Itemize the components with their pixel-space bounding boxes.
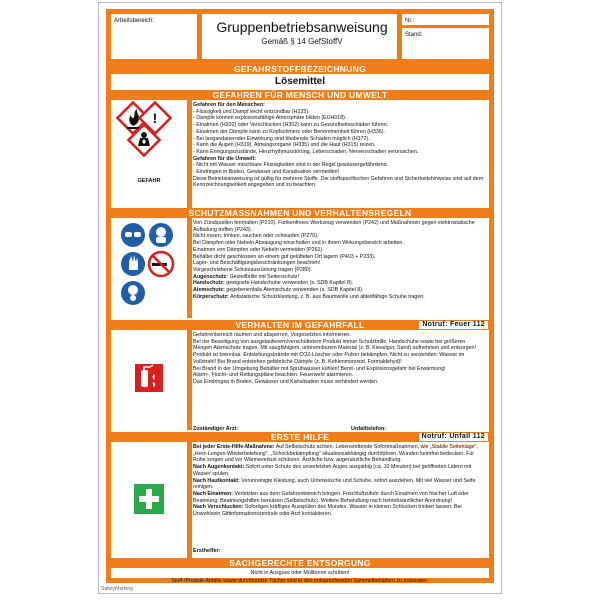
text-line-body: Bei Dämpfen oder Nebeln Absaugung einschalten und in ihrem Wirkungsbereich arbeiten. bbox=[193, 240, 404, 247]
text-line-body: Gefahrenbereich räumen und absperren, Vorgesetzten informieren. bbox=[193, 332, 351, 338]
text-line-bold: Nach Augenkontakt: bbox=[193, 464, 245, 471]
text-line-body: - Kann die Augen (H319), Atmungsorgane (H335) und die Haut (H315) reizen. bbox=[193, 142, 376, 149]
notruf-number: Unfall 112 bbox=[449, 433, 485, 440]
text-line-body: Gestellbrille mit Seitenschutz! bbox=[228, 273, 299, 280]
text-line-body: Das Eindringen in Boden, Gewässer und Kanalisation muss verhindert werden. bbox=[193, 378, 379, 385]
gefahrfall-title: VERHALTEN IM GEFAHRFALL bbox=[235, 320, 365, 330]
text-line bbox=[193, 142, 485, 149]
section-bar-gefahrstoff: GEFAHRSTOFFBEZEICHNUNG bbox=[111, 64, 489, 74]
gefahren-section bbox=[111, 100, 489, 208]
text-line-body: Einatmen von Dämpfen oder Nebeln vermeiden (P261). bbox=[193, 246, 324, 253]
text-line bbox=[193, 240, 485, 247]
notruf-number: Feuer 112 bbox=[450, 321, 485, 328]
text-line bbox=[193, 478, 485, 491]
text-line bbox=[193, 332, 485, 339]
text-line-body: gegebenenfalls Atemschutz verwenden (s. SDB Kapitel 8). bbox=[224, 287, 364, 294]
text-line bbox=[193, 254, 485, 261]
notruf-feuer bbox=[418, 320, 489, 330]
text-line-body: - Flüssigkeit und Dampf leicht entzündbar (H225). bbox=[193, 108, 310, 115]
text-line-bold: Atemschutz: bbox=[193, 287, 225, 294]
text-line-bold: Gefahren für die Umwelt: bbox=[193, 155, 256, 162]
text-line-bold: Handschutz: bbox=[193, 280, 225, 287]
orange-frame bbox=[106, 9, 494, 583]
respirator-icon bbox=[149, 223, 173, 247]
section-bar-schutz: SCHUTZMASSNAHMEN UND VERHALTENSREGELN bbox=[111, 208, 489, 218]
erstehilfe-title: ERSTE HILFE bbox=[270, 432, 330, 442]
text-line bbox=[193, 444, 485, 464]
schutz-text bbox=[193, 220, 485, 300]
gefahr-signal-word: GEFAHR bbox=[137, 178, 161, 184]
text-line-body: Vorgeschriebene Schutzausrüstung tragen (P280). bbox=[193, 266, 312, 273]
text-line-body: Sofortiges kräftiges Ausspülen des Mundes. Wasser in kleinen Schlucken trinken lassen. Bei Unwohlsein Giftinformationszentrale oder Arzt kontaktieren. bbox=[193, 504, 462, 518]
document-page bbox=[98, 2, 502, 594]
text-line-bold: Augenschutz: bbox=[193, 273, 229, 280]
arbeitsbereich-label: Arbeitsbereich: bbox=[114, 18, 155, 24]
gas-mask-icon bbox=[121, 281, 145, 305]
text-line-body: Bei der Beseitigung von ausgelaufenem/verschüttetem Produkt immer Schutzbrille, Handschuhe sowie bei größeren Mengen Atemschutz tragen. Mit saugfähigem, unbrennbarem Material (z. B. Kieselgur, Sand) aufnehmen und entsorgen! bbox=[193, 338, 476, 352]
notruf-label: Notruf: bbox=[421, 433, 448, 440]
text-line bbox=[193, 149, 485, 156]
text-line bbox=[193, 274, 485, 281]
text-line bbox=[193, 366, 485, 373]
text-line bbox=[193, 260, 485, 267]
text-line bbox=[193, 129, 485, 136]
text-line-body: Behälter dicht geschlossen an einem gut gelüfteten Ort lagern (P403 + P233). bbox=[193, 253, 376, 260]
gefahrfall-section bbox=[111, 330, 489, 430]
text-line-bold: Nach Hautkontakt: bbox=[193, 477, 240, 484]
gefahrfall-text bbox=[193, 332, 485, 386]
ppe-icons bbox=[111, 218, 187, 318]
header bbox=[111, 14, 489, 64]
text-line bbox=[193, 220, 485, 233]
schutz-section bbox=[111, 218, 489, 318]
section-bar-erstehilfe bbox=[111, 432, 489, 442]
text-line bbox=[193, 379, 485, 386]
text-line-body: - Nicht mit Wasser mischbare Flüssigkeiten sind in der Regel gewässergefährdend. bbox=[193, 162, 388, 169]
text-line-body: - Kann Erregungszustände, Herzrhythmusstörung, Leberschaden, Nervenschaden verursachen. bbox=[193, 148, 419, 155]
text-line-body: - Dämpfe können explosionsfähige Atmosphäre bilden (EUH018). bbox=[193, 115, 347, 122]
brand-logo: SafetyMarking bbox=[101, 586, 133, 592]
page-subtitle: Gemäß § 14 GefStoffV bbox=[261, 37, 343, 46]
first-aid-icon bbox=[111, 442, 187, 558]
text-line bbox=[193, 464, 485, 477]
erstehilfe-section bbox=[111, 442, 489, 558]
nr-stand-block bbox=[397, 14, 489, 59]
arbeitsbereich-field bbox=[111, 14, 202, 59]
notruf-unfall bbox=[418, 432, 489, 442]
text-line bbox=[193, 122, 485, 129]
gefahren-text bbox=[193, 102, 485, 189]
unfalltelefon-label: Unfalltelefon: bbox=[351, 426, 387, 432]
no-smoking-icon bbox=[149, 252, 173, 276]
text-line bbox=[193, 156, 485, 163]
substance-name: Lösemittel bbox=[274, 76, 325, 87]
text-line bbox=[193, 267, 485, 274]
text-line-body: Verletzten aus dem Gefahrenbereich bringen. Frischluftzufuhr durch Einatmen von frischer Luft oder Beatmung. Beatmungshilfen benutzen (Selbstschutz). Weitere Behandlung nach betriebsärztlicher Anordnung! bbox=[193, 490, 469, 504]
text-line bbox=[193, 280, 485, 287]
erstehilfe-icon-column bbox=[111, 442, 192, 558]
stand-label: Stand: bbox=[405, 32, 423, 38]
entsorgung-line-1: Nicht in Ausguss oder Mülltonne schütten! bbox=[250, 570, 350, 576]
text-line bbox=[193, 504, 485, 517]
section-bar-gefahrfall bbox=[111, 320, 489, 330]
text-line-bold: Nach Verschlucken: bbox=[193, 504, 244, 511]
text-line-body: Bei Brand in der Umgebung Behälter mit Sprühwasser kühlen! Berst- und Explosionsgefahr bei Erwärmung! bbox=[193, 365, 446, 372]
text-line-body: Auf Selbstschutz achten. Lebensrettende Sofortmaßnahmen, wie „Stabile Seitenlage", „Herz-Lungen-Wiederbelebung", „Schockbekämpfung" situationsabhängig durchführen. Wunden keimfrei bedecken. Für Ruhe sorgen und vor Wärmeverlust schützen. Ärztliche bzw. augenärztliche Behandlung. bbox=[193, 444, 478, 464]
text-line-bold: Gefahren für den Menschen: bbox=[193, 102, 265, 108]
nr-label: Nr.: bbox=[402, 14, 489, 28]
eye-protection-icon bbox=[121, 223, 145, 247]
text-line bbox=[193, 372, 485, 379]
text-line-body: Sofort unter Schutz des unverletzten Auges ausgiebig (ca. 10 Minuten) bei geöffneten Lidern mit Wasser spülen. bbox=[193, 464, 472, 477]
text-line-body: - Einatmen der Dämpfe kann zu Kopfschmerz oder Benommenheit führen (H336). bbox=[193, 128, 385, 135]
text-line bbox=[193, 491, 485, 504]
section-bar-gefahren: GEFAHREN FÜR MENSCH UND UMWELT bbox=[111, 90, 489, 100]
entsorgung-line-2: Stoff-/Produkt-Abfälle sowie durchtränkte Tücher sind in den entsprechenden Sammelbehältern zu entsorgen. bbox=[171, 578, 429, 584]
text-line-body: - Eindringen in Boden, Gewässer und Kanalisation vermeiden! bbox=[193, 169, 340, 176]
text-line-body: - Einatmen (H332) oder Verschlucken (H302) kann zu Gesundheitsschäden führen. bbox=[193, 122, 389, 129]
gloves-icon bbox=[121, 252, 145, 276]
notruf-label: Notruf: bbox=[422, 321, 448, 328]
svg-text:!: ! bbox=[152, 110, 158, 126]
text-line bbox=[193, 287, 485, 294]
text-line bbox=[193, 233, 485, 240]
text-line-body: Lager- und Beschäftigungsbeschränkungen beachten! bbox=[193, 260, 321, 267]
schutz-icon-column bbox=[111, 218, 192, 318]
text-line-bold: Bei jeder Erste-Hilfe-Maßnahme: bbox=[193, 444, 275, 450]
text-line-body: Verunreinigte Kleidung, auch Unterwäsche und Schuhe, sofort ausziehen. Mit viel Wasser und Seife reinigen. bbox=[193, 477, 476, 491]
ghs-pictograms-icon bbox=[111, 100, 187, 200]
erstehilfe-text bbox=[193, 444, 485, 518]
text-line bbox=[193, 169, 485, 176]
text-line bbox=[193, 247, 485, 254]
text-line bbox=[193, 339, 485, 352]
text-line-body: Diese Betriebsanweisung ist gültig für mehrere Stoffe. Die stoffspezifischen Gefahren und Sicherheitshinweise sind auf dem Kennzeichnungsetikett angegeben und zu beachten. bbox=[193, 175, 484, 189]
text-line bbox=[193, 136, 485, 143]
text-line-body: Antistatische Schutzkleidung, z. B. aus Baumwolle und ableitfähige Schuhe tragen. bbox=[228, 293, 425, 300]
text-line bbox=[193, 102, 485, 109]
text-line bbox=[193, 176, 485, 189]
title-block bbox=[207, 14, 397, 59]
text-line-body: Von Zündquellen fernhalten (P210). Funkenfreies Werkzeug verwenden (P242) und Maßnahmen gegen elektrostatische Aufladung treffen (P243). bbox=[193, 220, 475, 233]
section-bar-entsorgung: SACHGERECHTE ENTSORGUNG bbox=[111, 558, 489, 568]
page-title: Gruppenbetriebsanweisung bbox=[216, 19, 388, 35]
text-line bbox=[193, 109, 485, 116]
text-line bbox=[193, 294, 485, 301]
fire-extinguisher-icon bbox=[111, 330, 187, 430]
text-line-body: Produkt ist brennbar. Entstehungsbrände mit CO2-Löscher oder Pulver bekämpfen. Nicht zu verwenden: Wasser im Vollstrahl! Bei Brand entstehen gefährliche Dämpfe (z. B. Kohlenmonoxid, Formaldehyd)! bbox=[193, 352, 465, 365]
text-line bbox=[193, 115, 485, 122]
text-line-body: Nicht essen, trinken, rauchen oder schnupfen (P270). bbox=[193, 233, 319, 240]
text-line-bold: Nach Einatmen: bbox=[193, 490, 234, 497]
text-line-body: Alarm-, Flucht- und Rettungspläne beachten. Feuerwehr alarmieren. bbox=[193, 372, 354, 379]
gefahrfall-icon-column bbox=[111, 330, 192, 430]
ersthelfer-label: Ersthelfer: bbox=[193, 548, 221, 554]
gefahren-icon-column bbox=[111, 100, 192, 208]
text-line-body: - Bei langandauernder Einwirkung sind bleibende Schäden möglich (H372). bbox=[193, 135, 370, 142]
text-line bbox=[193, 352, 485, 365]
text-line bbox=[193, 162, 485, 169]
arzt-label: Zuständiger Arzt: bbox=[193, 426, 239, 432]
text-line-bold: Körperschutz: bbox=[193, 293, 229, 300]
text-line-body: geeignete Handschuhe verwenden (s. SDB Kapitel 8). bbox=[224, 280, 354, 287]
